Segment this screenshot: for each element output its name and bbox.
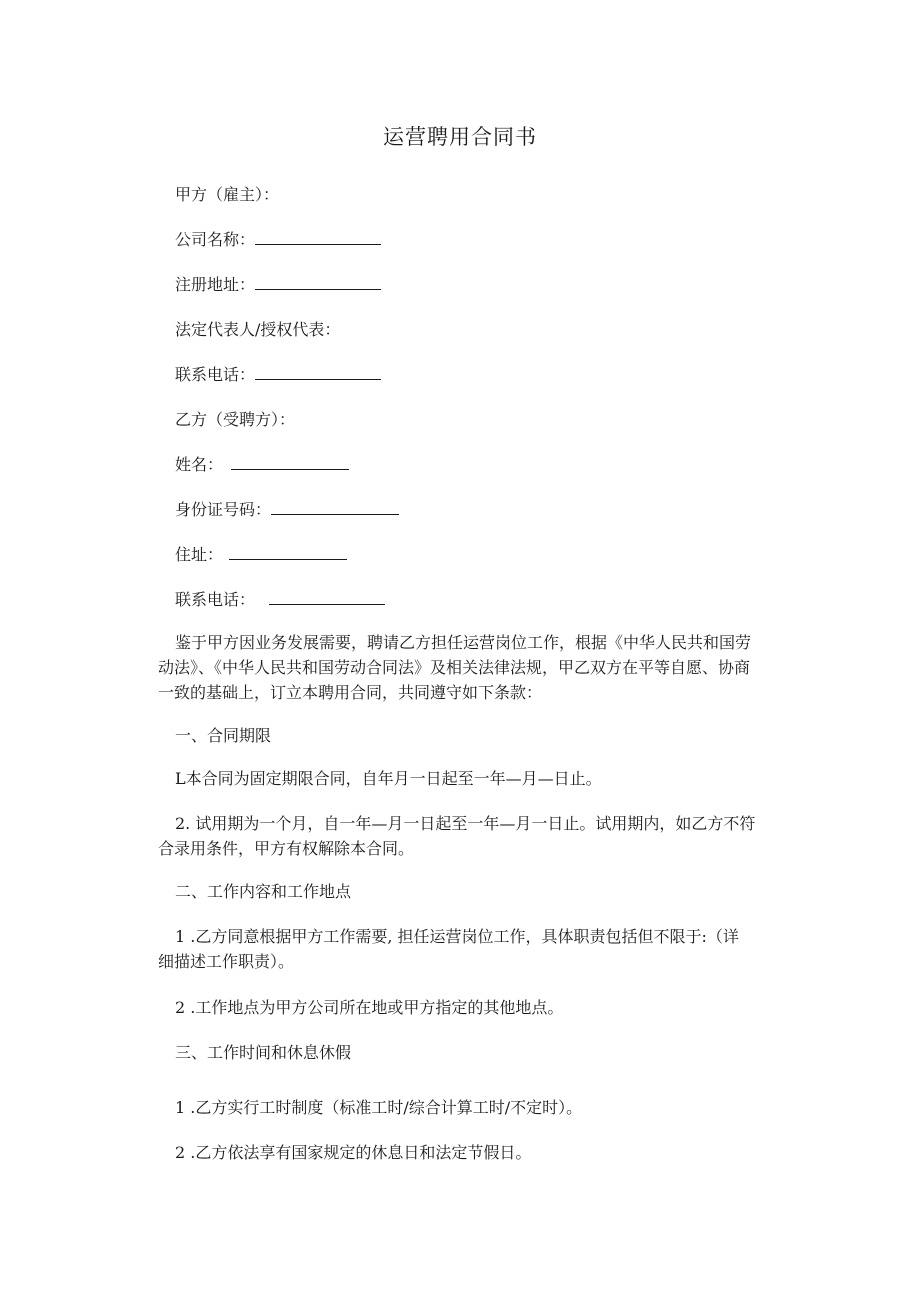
legal-representative-label: 法定代表人/授权代表： xyxy=(175,320,341,339)
party-a-heading: 甲方（雇主）： xyxy=(175,185,280,204)
party-b-phone-row xyxy=(175,589,385,611)
id-number-label: 身份证号码： xyxy=(175,500,272,519)
party-b-name-row xyxy=(175,454,349,476)
section-2-heading: 二、工作内容和工作地点 xyxy=(175,882,352,901)
section-1-item-2-line-2: 合录用条件，甲方有权解除本合同。 xyxy=(158,839,415,858)
party-b-address-row xyxy=(175,544,347,566)
id-number-row xyxy=(175,499,399,521)
party-a-phone-row xyxy=(175,364,381,386)
registered-address-row xyxy=(175,274,381,296)
section-3-heading: 三、工作时间和休息休假 xyxy=(175,1043,352,1062)
party-b-phone-blank xyxy=(269,589,385,605)
preamble-line-2: 动法》、《中华人民共和国劳动合同法》及相关法律法规，甲乙双方在平等自愿、协商 xyxy=(158,658,751,677)
preamble-line-1: 鉴于甲方因业务发展需要，聘请乙方担任运营岗位工作，根据《中华人民共和国劳 xyxy=(175,633,752,652)
id-number-blank xyxy=(271,499,399,515)
section-3-item-1: 1 .乙方实行工时制度（标准工时/综合计算工时/不定时）。 xyxy=(175,1098,583,1117)
document-title: 运营聘用合同书 xyxy=(383,125,537,149)
section-1-item-2-line-1: 2. 试用期为一个月，自一年—月一日起至一年—月一日止。试用期内，如乙方不符 xyxy=(175,814,756,833)
party-a-phone-blank xyxy=(255,364,381,380)
party-a-phone-label: 联系电话： xyxy=(175,365,256,384)
registered-address-blank xyxy=(255,274,381,290)
section-2-item-2: 2 .工作地点为甲方公司所在地或甲方指定的其他地点。 xyxy=(175,998,564,1017)
section-3-item-2: 2 .乙方依法享有国家规定的休息日和法定节假日。 xyxy=(175,1143,532,1162)
company-name-blank xyxy=(255,229,381,245)
party-b-phone-label: 联系电话： xyxy=(175,590,256,609)
section-1-heading: 一、合同期限 xyxy=(175,726,272,745)
party-b-address-blank xyxy=(229,544,347,560)
party-b-name-blank xyxy=(231,454,349,470)
section-1-item-1: L本合同为固定期限合同，自年月一日起至一年—月—日止。 xyxy=(175,769,602,788)
party-b-heading: 乙方（受聘方）： xyxy=(175,410,296,429)
registered-address-label: 注册地址： xyxy=(175,275,256,294)
party-b-address-label: 住址： xyxy=(175,545,224,564)
company-name-row xyxy=(175,229,381,251)
section-2-item-1-line-1: 1 .乙方同意根据甲方工作需要, 担任运营岗位工作，具体职责包括但不限于:（详 xyxy=(175,927,739,946)
party-b-name-label: 姓名： xyxy=(175,455,224,474)
section-2-item-1-line-2: 细描述工作职责）。 xyxy=(158,952,295,971)
company-name-label: 公司名称： xyxy=(175,230,256,249)
preamble-line-3: 一致的基础上，订立本聘用合同，共同遵守如下条款： xyxy=(158,683,543,702)
